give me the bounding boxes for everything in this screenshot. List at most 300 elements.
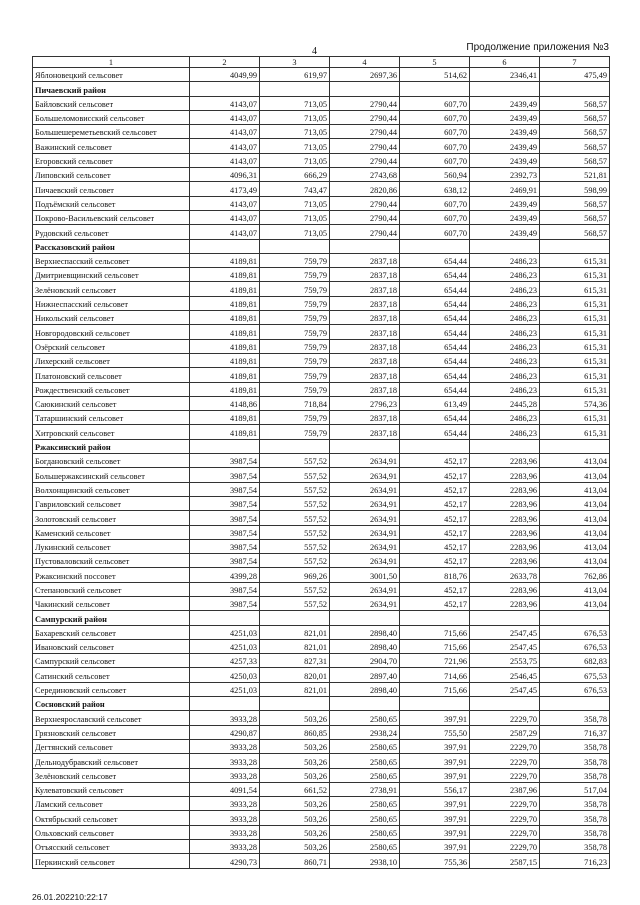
value-cell: 568,57 [540, 96, 610, 110]
settlement-name: Зелёновский сельсовет [33, 768, 190, 782]
table-row [33, 353, 610, 367]
empty-cell [330, 239, 400, 253]
table-row [33, 311, 610, 325]
empty-cell [330, 82, 400, 96]
value-cell: 503,26 [260, 711, 330, 725]
value-cell: 568,57 [540, 110, 610, 124]
settlement-name: Пичаевский сельсовет [33, 182, 190, 196]
value-cell: 2445,28 [470, 396, 540, 410]
table-row [33, 139, 610, 153]
page-number: 4 [312, 46, 317, 57]
value-cell: 2580,65 [330, 840, 400, 854]
value-cell: 716,37 [540, 725, 610, 739]
district-name: Ржаксинский район [33, 439, 190, 453]
value-cell: 4251,03 [190, 639, 260, 653]
value-cell: 452,17 [400, 496, 470, 510]
value-cell: 2634,91 [330, 596, 400, 610]
value-cell: 4189,81 [190, 296, 260, 310]
table-row [33, 711, 610, 725]
value-cell: 2633,78 [470, 568, 540, 582]
value-cell: 2790,44 [330, 139, 400, 153]
value-cell: 568,57 [540, 139, 610, 153]
value-cell: 759,79 [260, 339, 330, 353]
value-cell: 615,31 [540, 353, 610, 367]
value-cell: 557,52 [260, 454, 330, 468]
value-cell: 615,31 [540, 325, 610, 339]
value-cell: 716,23 [540, 854, 610, 868]
district-header-row [33, 611, 610, 625]
value-cell: 3001,50 [330, 568, 400, 582]
value-cell: 413,04 [540, 511, 610, 525]
value-cell: 654,44 [400, 411, 470, 425]
settlement-name: Саюкинский сельсовет [33, 396, 190, 410]
value-cell: 2283,96 [470, 596, 540, 610]
value-cell: 2439,49 [470, 139, 540, 153]
table-row [33, 196, 610, 210]
value-cell: 713,05 [260, 96, 330, 110]
empty-cell [540, 82, 610, 96]
value-cell: 759,79 [260, 311, 330, 325]
value-cell: 2898,40 [330, 682, 400, 696]
value-cell: 4189,81 [190, 325, 260, 339]
settlement-name: Дегтянский сельсовет [33, 739, 190, 753]
value-cell: 2837,18 [330, 325, 400, 339]
value-cell: 2634,91 [330, 582, 400, 596]
value-cell: 557,52 [260, 496, 330, 510]
settlement-name: Ивановский сельсовет [33, 639, 190, 653]
value-cell: 2439,49 [470, 153, 540, 167]
value-cell: 2486,23 [470, 425, 540, 439]
value-cell: 3933,28 [190, 739, 260, 753]
empty-cell [470, 82, 540, 96]
settlement-name: Зелёновский сельсовет [33, 282, 190, 296]
value-cell: 3987,54 [190, 468, 260, 482]
table-row [33, 525, 610, 539]
table-row [33, 682, 610, 696]
value-cell: 413,04 [540, 468, 610, 482]
value-cell: 615,31 [540, 411, 610, 425]
settlement-name: Новгородовский сельсовет [33, 325, 190, 339]
table-row [33, 454, 610, 468]
value-cell: 759,79 [260, 282, 330, 296]
settlement-name: Октябрьский сельсовет [33, 811, 190, 825]
settlement-name: Верхнеярославский сельсовет [33, 711, 190, 725]
settlement-name: Нижнеспасский сельсовет [33, 296, 190, 310]
value-cell: 2229,70 [470, 825, 540, 839]
value-cell: 3987,54 [190, 454, 260, 468]
settlement-name: Большешереметьевский сельсовет [33, 125, 190, 139]
value-cell: 2283,96 [470, 454, 540, 468]
value-cell: 358,78 [540, 768, 610, 782]
table-row [33, 411, 610, 425]
value-cell: 2486,23 [470, 368, 540, 382]
value-cell: 615,31 [540, 368, 610, 382]
value-cell: 2229,70 [470, 811, 540, 825]
empty-cell [540, 611, 610, 625]
value-cell: 557,52 [260, 525, 330, 539]
value-cell: 4189,81 [190, 253, 260, 267]
settlement-name: Лукинский сельсовет [33, 539, 190, 553]
value-cell: 2547,45 [470, 639, 540, 653]
value-cell: 4143,07 [190, 96, 260, 110]
value-cell: 654,44 [400, 253, 470, 267]
value-cell: 397,91 [400, 711, 470, 725]
value-cell: 503,26 [260, 825, 330, 839]
value-cell: 676,53 [540, 639, 610, 653]
settlement-name: Ольховский сельсовет [33, 825, 190, 839]
value-cell: 3933,28 [190, 754, 260, 768]
value-cell: 4251,03 [190, 682, 260, 696]
empty-cell [470, 697, 540, 711]
value-cell: 413,04 [540, 496, 610, 510]
value-cell: 568,57 [540, 225, 610, 239]
value-cell: 2580,65 [330, 811, 400, 825]
value-cell: 2837,18 [330, 425, 400, 439]
value-cell: 2439,49 [470, 125, 540, 139]
value-cell: 4143,07 [190, 139, 260, 153]
district-name: Сампурский район [33, 611, 190, 625]
value-cell: 2229,70 [470, 768, 540, 782]
empty-cell [260, 239, 330, 253]
value-cell: 615,31 [540, 253, 610, 267]
value-cell: 743,47 [260, 182, 330, 196]
table-row [33, 96, 610, 110]
value-cell: 2486,23 [470, 325, 540, 339]
value-cell: 557,52 [260, 511, 330, 525]
table-row [33, 368, 610, 382]
value-cell: 759,79 [260, 296, 330, 310]
value-cell: 413,04 [540, 525, 610, 539]
table-row [33, 225, 610, 239]
value-cell: 654,44 [400, 353, 470, 367]
value-cell: 514,62 [400, 68, 470, 82]
settlement-name: Грязновский сельсовет [33, 725, 190, 739]
table-row [33, 811, 610, 825]
data-table [32, 56, 610, 869]
value-cell: 2439,49 [470, 210, 540, 224]
table-row [33, 339, 610, 353]
table-row [33, 840, 610, 854]
value-cell: 759,79 [260, 325, 330, 339]
value-cell: 654,44 [400, 296, 470, 310]
value-cell: 4096,31 [190, 168, 260, 182]
settlement-name: Яблоновецкий сельсовет [33, 68, 190, 82]
value-cell: 568,57 [540, 125, 610, 139]
value-cell: 2486,23 [470, 296, 540, 310]
value-cell: 2634,91 [330, 554, 400, 568]
value-cell: 358,78 [540, 739, 610, 753]
value-cell: 2634,91 [330, 511, 400, 525]
settlement-name: Платоновский сельсовет [33, 368, 190, 382]
value-cell: 654,44 [400, 425, 470, 439]
value-cell: 2837,18 [330, 339, 400, 353]
value-cell: 675,53 [540, 668, 610, 682]
value-cell: 2283,96 [470, 468, 540, 482]
value-cell: 2469,91 [470, 182, 540, 196]
settlement-name: Перкинский сельсовет [33, 854, 190, 868]
value-cell: 2634,91 [330, 496, 400, 510]
value-cell: 2547,45 [470, 625, 540, 639]
value-cell: 2580,65 [330, 768, 400, 782]
empty-cell [400, 611, 470, 625]
value-cell: 2790,44 [330, 153, 400, 167]
value-cell: 821,01 [260, 625, 330, 639]
value-cell: 2580,65 [330, 711, 400, 725]
settlement-name: Ржаксинский поссовет [33, 568, 190, 582]
value-cell: 503,26 [260, 840, 330, 854]
value-cell: 2743,68 [330, 168, 400, 182]
value-cell: 2938,10 [330, 854, 400, 868]
value-cell: 607,70 [400, 196, 470, 210]
value-cell: 557,52 [260, 482, 330, 496]
value-cell: 3987,54 [190, 539, 260, 553]
value-cell: 676,53 [540, 682, 610, 696]
settlement-name: Рудовский сельсовет [33, 225, 190, 239]
value-cell: 4189,81 [190, 382, 260, 396]
value-cell: 2229,70 [470, 711, 540, 725]
settlement-name: Подъёмский сельсовет [33, 196, 190, 210]
value-cell: 715,66 [400, 625, 470, 639]
table-row [33, 739, 610, 753]
settlement-name: Большержаксинский сельсовет [33, 468, 190, 482]
value-cell: 3933,28 [190, 768, 260, 782]
footer-timestamp: 26.01.202210:22:17 [32, 892, 108, 902]
value-cell: 503,26 [260, 797, 330, 811]
empty-cell [330, 697, 400, 711]
value-cell: 2547,45 [470, 682, 540, 696]
value-cell: 358,78 [540, 711, 610, 725]
table-row [33, 110, 610, 124]
table-row [33, 496, 610, 510]
value-cell: 3933,28 [190, 797, 260, 811]
value-cell: 503,26 [260, 754, 330, 768]
value-cell: 358,78 [540, 840, 610, 854]
table-row [33, 625, 610, 639]
settlement-name: Гавриловский сельсовет [33, 496, 190, 510]
table-row [33, 482, 610, 496]
value-cell: 557,52 [260, 554, 330, 568]
settlement-name: Липовский сельсовет [33, 168, 190, 182]
empty-cell [330, 439, 400, 453]
empty-cell [470, 611, 540, 625]
value-cell: 397,91 [400, 811, 470, 825]
value-cell: 2837,18 [330, 411, 400, 425]
district-header-row [33, 239, 610, 253]
value-cell: 2439,49 [470, 196, 540, 210]
settlement-name: Волхонщинский сельсовет [33, 482, 190, 496]
table-body [33, 57, 610, 869]
value-cell: 713,05 [260, 125, 330, 139]
table-row [33, 596, 610, 610]
table-row [33, 182, 610, 196]
value-cell: 2837,18 [330, 268, 400, 282]
value-cell: 3987,54 [190, 525, 260, 539]
value-cell: 759,79 [260, 353, 330, 367]
value-cell: 3987,54 [190, 511, 260, 525]
value-cell: 4257,33 [190, 654, 260, 668]
value-cell: 2790,44 [330, 110, 400, 124]
column-number: 4 [330, 57, 400, 68]
table-row [33, 468, 610, 482]
value-cell: 4143,07 [190, 210, 260, 224]
table-row [33, 582, 610, 596]
value-cell: 557,52 [260, 468, 330, 482]
settlement-name: Серединовский сельсовет [33, 682, 190, 696]
table-row [33, 268, 610, 282]
value-cell: 452,17 [400, 511, 470, 525]
value-cell: 2837,18 [330, 353, 400, 367]
table-row [33, 511, 610, 525]
value-cell: 2283,96 [470, 539, 540, 553]
value-cell: 517,04 [540, 782, 610, 796]
value-cell: 598,99 [540, 182, 610, 196]
value-cell: 713,05 [260, 210, 330, 224]
value-cell: 397,91 [400, 825, 470, 839]
value-cell: 4189,81 [190, 411, 260, 425]
value-cell: 2486,23 [470, 411, 540, 425]
value-cell: 821,01 [260, 639, 330, 653]
value-cell: 2283,96 [470, 525, 540, 539]
value-cell: 4143,07 [190, 225, 260, 239]
value-cell: 2580,65 [330, 754, 400, 768]
value-cell: 661,52 [260, 782, 330, 796]
value-cell: 2837,18 [330, 282, 400, 296]
settlement-name: Рождественский сельсовет [33, 382, 190, 396]
table-row [33, 539, 610, 553]
value-cell: 654,44 [400, 368, 470, 382]
value-cell: 358,78 [540, 797, 610, 811]
settlement-name: Ламский сельсовет [33, 797, 190, 811]
value-cell: 557,52 [260, 539, 330, 553]
value-cell: 4189,81 [190, 282, 260, 296]
value-cell: 613,49 [400, 396, 470, 410]
value-cell: 654,44 [400, 325, 470, 339]
table-row [33, 639, 610, 653]
value-cell: 2392,73 [470, 168, 540, 182]
value-cell: 2486,23 [470, 382, 540, 396]
value-cell: 3987,54 [190, 482, 260, 496]
value-cell: 762,86 [540, 568, 610, 582]
settlement-name: Богдановский сельсовет [33, 454, 190, 468]
value-cell: 2486,23 [470, 282, 540, 296]
value-cell: 2898,40 [330, 625, 400, 639]
value-cell: 4189,81 [190, 368, 260, 382]
value-cell: 2904,70 [330, 654, 400, 668]
empty-cell [190, 611, 260, 625]
value-cell: 2229,70 [470, 797, 540, 811]
value-cell: 713,05 [260, 139, 330, 153]
empty-cell [540, 439, 610, 453]
value-cell: 574,36 [540, 396, 610, 410]
value-cell: 654,44 [400, 339, 470, 353]
value-cell: 2634,91 [330, 482, 400, 496]
empty-cell [400, 239, 470, 253]
value-cell: 358,78 [540, 825, 610, 839]
value-cell: 2738,91 [330, 782, 400, 796]
value-cell: 713,05 [260, 110, 330, 124]
table-row [33, 253, 610, 267]
value-cell: 638,12 [400, 182, 470, 196]
value-cell: 759,79 [260, 368, 330, 382]
settlement-name: Золотовский сельсовет [33, 511, 190, 525]
value-cell: 607,70 [400, 225, 470, 239]
value-cell: 3933,28 [190, 825, 260, 839]
value-cell: 2790,44 [330, 210, 400, 224]
value-cell: 452,17 [400, 554, 470, 568]
district-header-row [33, 439, 610, 453]
value-cell: 619,97 [260, 68, 330, 82]
table-row [33, 754, 610, 768]
value-cell: 721,96 [400, 654, 470, 668]
empty-cell [260, 82, 330, 96]
value-cell: 2229,70 [470, 840, 540, 854]
empty-cell [400, 439, 470, 453]
value-cell: 654,44 [400, 382, 470, 396]
value-cell: 615,31 [540, 268, 610, 282]
value-cell: 452,17 [400, 525, 470, 539]
value-cell: 2580,65 [330, 825, 400, 839]
value-cell: 2634,91 [330, 454, 400, 468]
value-cell: 4290,87 [190, 725, 260, 739]
value-cell: 2837,18 [330, 368, 400, 382]
value-cell: 4250,03 [190, 668, 260, 682]
column-number: 7 [540, 57, 610, 68]
value-cell: 714,66 [400, 668, 470, 682]
value-cell: 2790,44 [330, 125, 400, 139]
value-cell: 2283,96 [470, 496, 540, 510]
empty-cell [260, 611, 330, 625]
column-number: 6 [470, 57, 540, 68]
value-cell: 2439,49 [470, 110, 540, 124]
value-cell: 4143,07 [190, 125, 260, 139]
table-row [33, 153, 610, 167]
value-cell: 4189,81 [190, 268, 260, 282]
value-cell: 4189,81 [190, 311, 260, 325]
table-row [33, 668, 610, 682]
value-cell: 2796,23 [330, 396, 400, 410]
value-cell: 607,70 [400, 125, 470, 139]
value-cell: 3933,28 [190, 840, 260, 854]
value-cell: 2546,45 [470, 668, 540, 682]
value-cell: 4189,81 [190, 339, 260, 353]
value-cell: 2486,23 [470, 253, 540, 267]
value-cell: 860,85 [260, 725, 330, 739]
empty-cell [260, 697, 330, 711]
table-row [33, 382, 610, 396]
value-cell: 759,79 [260, 425, 330, 439]
value-cell: 2587,29 [470, 725, 540, 739]
value-cell: 358,78 [540, 811, 610, 825]
value-cell: 568,57 [540, 153, 610, 167]
value-cell: 4189,81 [190, 425, 260, 439]
column-number-row [33, 57, 610, 68]
value-cell: 2790,44 [330, 96, 400, 110]
settlement-name: Сатинский сельсовет [33, 668, 190, 682]
table-row [33, 210, 610, 224]
value-cell: 2553,75 [470, 654, 540, 668]
value-cell: 759,79 [260, 253, 330, 267]
empty-cell [190, 439, 260, 453]
value-cell: 2897,40 [330, 668, 400, 682]
value-cell: 713,05 [260, 196, 330, 210]
value-cell: 607,70 [400, 139, 470, 153]
value-cell: 475,49 [540, 68, 610, 82]
table-row [33, 782, 610, 796]
settlement-name: Чакинский сельсовет [33, 596, 190, 610]
value-cell: 397,91 [400, 739, 470, 753]
table-row [33, 282, 610, 296]
value-cell: 3987,54 [190, 596, 260, 610]
